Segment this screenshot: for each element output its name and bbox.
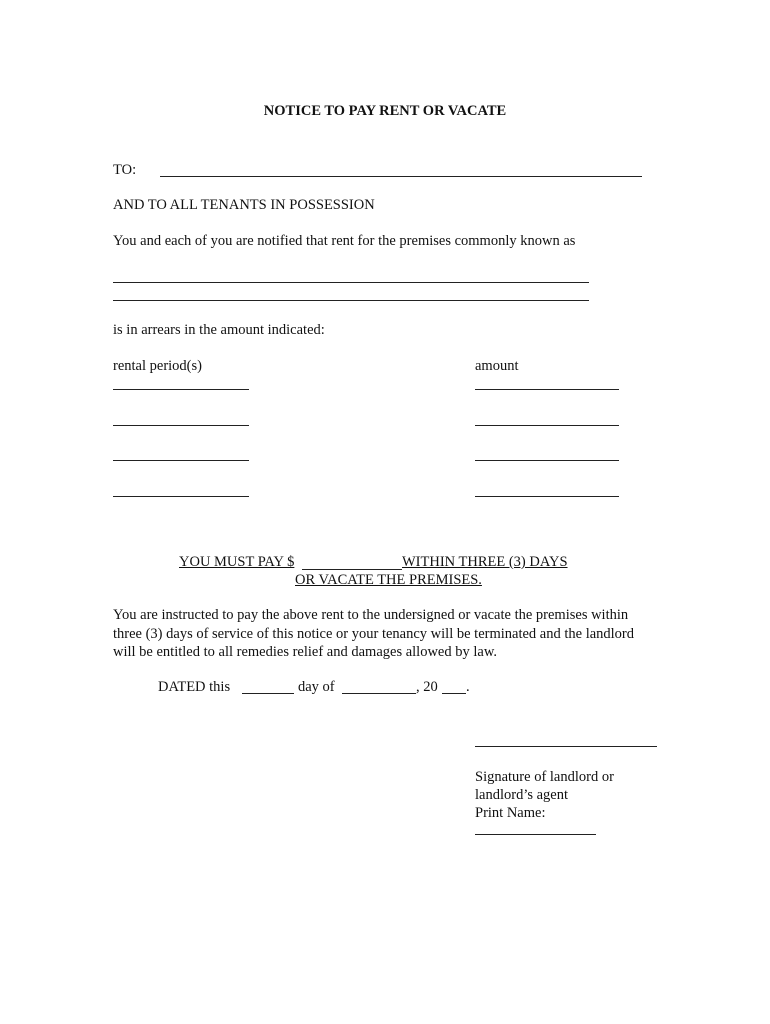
amount-blank-1[interactable] bbox=[475, 389, 619, 390]
rental-period-blank-1[interactable] bbox=[113, 389, 249, 390]
amount-header: amount bbox=[475, 358, 519, 374]
must-pay-suffix: WITHIN THREE (3) DAYS bbox=[402, 554, 568, 570]
arrears-line: is in arrears in the amount indicated: bbox=[113, 322, 325, 338]
document-title: NOTICE TO PAY RENT OR VACATE bbox=[263, 103, 507, 119]
dated-year-prefix: , 20 bbox=[416, 679, 438, 695]
dated-day-of: day of bbox=[298, 679, 335, 695]
amount-blank-3[interactable] bbox=[475, 460, 619, 461]
rental-period-blank-4[interactable] bbox=[113, 496, 249, 497]
print-name-label: Print Name: bbox=[475, 805, 546, 821]
premises-blank-line-2[interactable] bbox=[113, 300, 589, 301]
to-blank-line[interactable] bbox=[160, 176, 642, 177]
vacate-line: OR VACATE THE PREMISES. bbox=[295, 572, 482, 588]
rental-period-header: rental period(s) bbox=[113, 358, 202, 374]
must-pay-amount-blank[interactable] bbox=[302, 569, 402, 570]
must-pay-prefix: YOU MUST PAY $ bbox=[179, 554, 295, 570]
dated-label: DATED this bbox=[158, 679, 231, 695]
instructions-paragraph: You are instructed to pay the above rent to the undersigned or vacate the premises within three (3) days of service of this notice or your tenancy will be terminated and the landlord will be entitled to all remedies relief and damages allowed by law. bbox=[113, 607, 635, 660]
dated-month-blank[interactable] bbox=[342, 693, 416, 694]
amount-blank-4[interactable] bbox=[475, 496, 619, 497]
tenants-line: AND TO ALL TENANTS IN POSSESSION bbox=[113, 197, 375, 213]
signature-label-2: landlord’s agent bbox=[475, 787, 569, 803]
print-name-line[interactable] bbox=[475, 834, 596, 835]
rental-period-blank-3[interactable] bbox=[113, 460, 249, 461]
to-label: TO: bbox=[113, 162, 137, 178]
rental-period-blank-2[interactable] bbox=[113, 425, 249, 426]
dated-day-blank[interactable] bbox=[242, 693, 294, 694]
dated-year-blank[interactable] bbox=[442, 693, 466, 694]
notified-line: You and each of you are notified that rent for the premises commonly known as bbox=[113, 233, 576, 249]
premises-blank-line-1[interactable] bbox=[113, 282, 589, 283]
dated-end: . bbox=[466, 679, 470, 695]
amount-blank-2[interactable] bbox=[475, 425, 619, 426]
signature-label-1: Signature of landlord or bbox=[475, 769, 614, 785]
signature-line[interactable] bbox=[475, 746, 657, 747]
